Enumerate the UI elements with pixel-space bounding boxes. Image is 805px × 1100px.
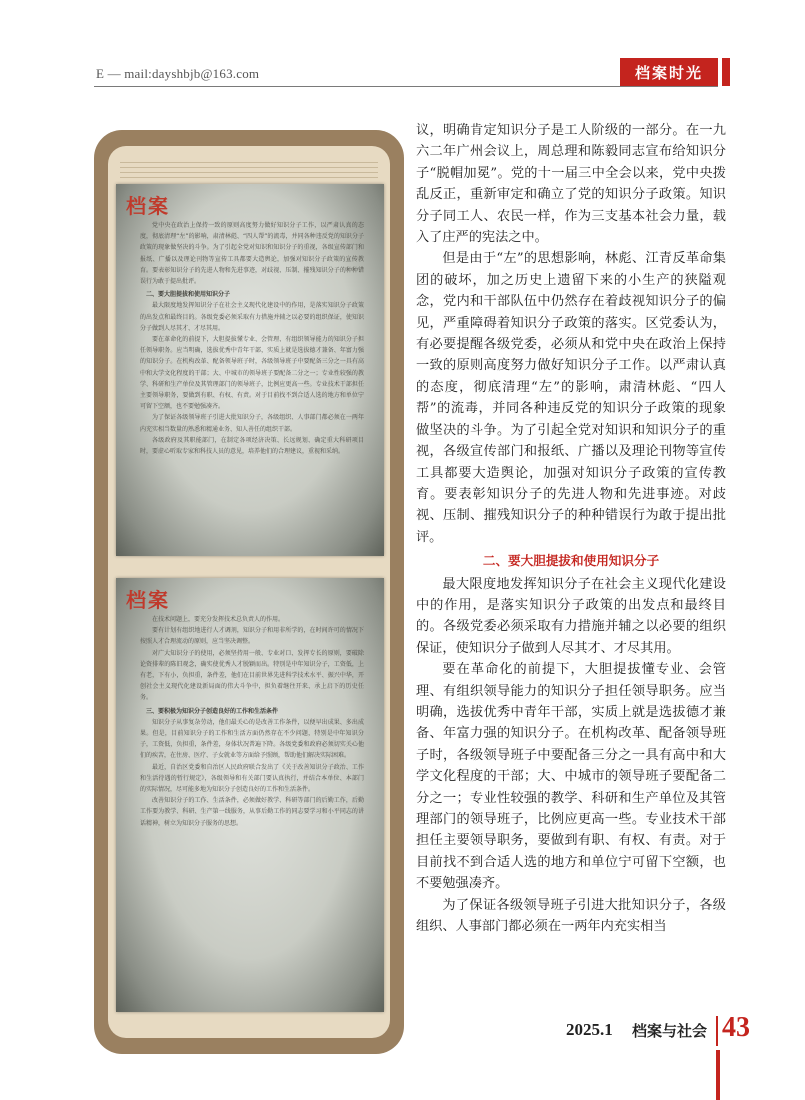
header-email: E — mail:dayshbjb@163.com bbox=[96, 66, 260, 81]
archive-photo-1-text bbox=[140, 220, 364, 457]
card-decor-lines bbox=[120, 162, 378, 182]
header-side-bar bbox=[722, 58, 730, 86]
archive-text-para: 要在革命化的前提下，大胆提拔懂专业、会管理、有组织领导能力的知识分子担任领导职务。应当明确，选拔优秀中青年干部，实质上就是选拔德才兼备、年富力强的知识分子。在机构改革、配备领导班子时，各级领导班子中要配备三分之一具有高中和大学文化程度的干部；大、中城市的领导班子要配备二分之一；专业性较强的教学、科研和生产单位及其管理部门的领导班子，比例应更高一些。专业技术干部担任主要领导职务，要做到有职、有权、有责。对于目前找不到合适人选的地方和单位宁可留下空额，也不要勉强凑齐。 bbox=[140, 336, 364, 411]
archive-photo-2 bbox=[116, 578, 384, 1012]
footer-side-bar bbox=[716, 1050, 720, 1100]
archive-photo-1 bbox=[116, 184, 384, 556]
archive-text-para: 知识分子从事复杂劳动，他们最关心的是改善工作条件，以便早出成果、多出成果。但是，目前知识分子的工作和生活方面仍然存在不少问题，特别是中年知识分子，工资低，负担重，条件差，身体状况普遍下降。各级党委和政府必须切实关心他们的疾苦，在住房、医疗、子女就业等方面给予照顾，帮助他们解决实际困难。 bbox=[140, 718, 364, 760]
archive-text-para: 为了保证各级领导班子引进大批知识分子，各级组织、人事部门都必须在一两年内充实相当数量的熟悉和精通业务、知人善任的组织干部。 bbox=[140, 414, 364, 433]
archive-text-para: 各级政府及其职能部门，在制定各项经济决策、长远规划、确定重大科研项目时，要虚心听取专家和科技人员的意见，培养他们的合理建议，重视和采纳。 bbox=[140, 436, 364, 456]
archive-text-para: 在技术问题上，要充分发挥技术总负责人的作用。 bbox=[152, 616, 285, 623]
archive-photo-2-title: 档案 bbox=[126, 588, 170, 612]
article-body bbox=[416, 120, 726, 937]
body-paragraph-4: 要在革命化的前提下，大胆提拔懂专业、会管理、有组织领导能力的知识分子担任领导职务。应当明确，选拔优秀中青年干部，实质上就是选拔德才兼备、年富力强的知识分子。在机构改革、配备领导班子时，各级领导班子中要配备三分之一具有高中和大学文化程度的干部；大、中城市的领导班子要配备二分之一；专业性较强的教学、科研和生产单位及其管理部门的领导班子，比例应更高一些。专业技术干部担任主要领导职务，要做到有职、有权、有责。对于目前找不到合适人选的地方和单位宁可留下空额，也不要勉强凑齐。 bbox=[416, 662, 726, 892]
archive-text-para: 改善知识分子的工作、生活条件，必须做好教学、科研等部门的后勤工作，后勤工作要为教学、科研、生产第一线服务，从事后勤工作的同志要学习和小平同志的讲话精神，树立为知识分子服务的思想。 bbox=[140, 797, 364, 827]
page-number: 43 bbox=[722, 1012, 750, 1043]
archive-text-para: 对广大知识分子的使用，必须坚持用一般、专业对口、发挥专长的原则，要破除论资排辈的陈旧观念，确实使优秀人才脱颖而出。特别是中年知识分子，工资低，上有老，下有小，负担重，条件差，他们在目前世界先进科学技术水平、振兴中华，开创社会主义现代化建设新局面的伟大斗争中，担负着继往开来、承上启下的历史任务。 bbox=[140, 649, 364, 702]
archive-photo-1-title: 档案 bbox=[126, 194, 170, 218]
footer-issue: 2025.1 bbox=[566, 1020, 613, 1039]
body-paragraph-3: 最大限度地发挥知识分子在社会主义现代化建设中的作用，是落实知识分子政策的出发点和最终目的。各级党委必须采取有力措施并辅之以必要的组织保证，使知识分子做到人尽其才、才尽其用。 bbox=[416, 576, 726, 656]
archive-text-para: 最大限度地发挥知识分子在社会主义现代化建设中的作用，是落实知识分子政策的出发点和最终目的。各级党委必须采取有力措施并辅之以必要的组织保证，使知识分子做到人尽其才、才尽其用。 bbox=[140, 302, 364, 332]
body-paragraph-2: 但是由于“左”的思想影响，林彪、江青反革命集团的破坏，加之历史上遗留下来的小生产的狭隘观念，党内和干部队伍中仍然存在着歧视知识分子的偏见，严重障碍着知识分子政策的落实。区党委认为，有必要提醒各级党委，必须从和党中央在政治上保持一致的原则高度努力做好知识分子工作。以严肃认真的态度，彻底清理“左”的影响，肃清林彪、“四人帮”的流毒，并同各种违反党的知识分子政策的现象做坚决的斗争。为了引起全党对知识和知识分子的重视，各级宣传部门和报纸、广播以及理论刊物等宣传工具都要大造舆论，加强对知识分子政策的宣传教育。要表彰知识分子的先进人物和先进事迹。对歧视、压制、摧残知识分子的种种错误行为敢于提出批评。 bbox=[416, 251, 726, 545]
footer-magazine-name: 档案与社会 bbox=[632, 1022, 708, 1040]
footer-separator bbox=[716, 1016, 718, 1046]
archive-text-heading: 二、要大胆提拔和使用知识分子 bbox=[146, 291, 231, 299]
column-tag: 档案时光 bbox=[620, 58, 718, 86]
body-paragraph-1: 议，明确肯定知识分子是工人阶级的一部分。在一九六二年广州会议上，周总理和陈毅同志宣布给知识分子“脱帽加冕”。党的十一届三中全会以来，党中央拨乱反正，重新审定和确立了党的知识分子政策。知识分子同工人、农民一样，作为三支基本社会力量，载入了庄严的宪法之中。 bbox=[416, 123, 726, 246]
header-rule bbox=[94, 86, 718, 87]
archive-text-para: 最近，自治区党委和自治区人民政府联合发出了《关于改善知识分子政治、工作和生活待遇的暂行规定》，各级领导和有关部门要认真执行，并结合本单位、本部门的实际情况，尽可能多地为知识分子创造良好的工作和生活条件。 bbox=[140, 763, 364, 794]
body-paragraph-5: 为了保证各级领导班子引进大批知识分子，各级组织、人事部门都必须在一两年内充实相当 bbox=[416, 897, 726, 935]
archive-photo-2-text bbox=[140, 614, 364, 829]
archive-text-para: 党中央在政治上保持一致的原则高度努力做好知识分子工作，以严肃认真的态度，彻底清理“左”的影响，肃清林彪、“四人帮”的流毒，并同各种违反党的知识分子政策的现象做坚决的斗争。为了引起全党对知识和知识分子的重视，各级宣传部门和报纸、广播以及理论刊物等宣传工具都要大造舆论，加强对知识分子政策的宣传教育。要表彰知识分子的先进人物和先进事迹，对歧视、压制、摧残知识分子的种种错误行为敢于提出批评。 bbox=[140, 222, 364, 286]
archive-text-para: 要有计划有组织地进行人才调剂，知识分子和用非所学的，在时间许可的情况下按照人才合理流动的原则，应当坚决调整。 bbox=[140, 627, 364, 646]
archive-text-heading: 三、要积极为知识分子创造良好的工作和生活条件 bbox=[146, 707, 279, 715]
section-heading: 二、要大胆提拔和使用知识分子 bbox=[482, 553, 660, 569]
